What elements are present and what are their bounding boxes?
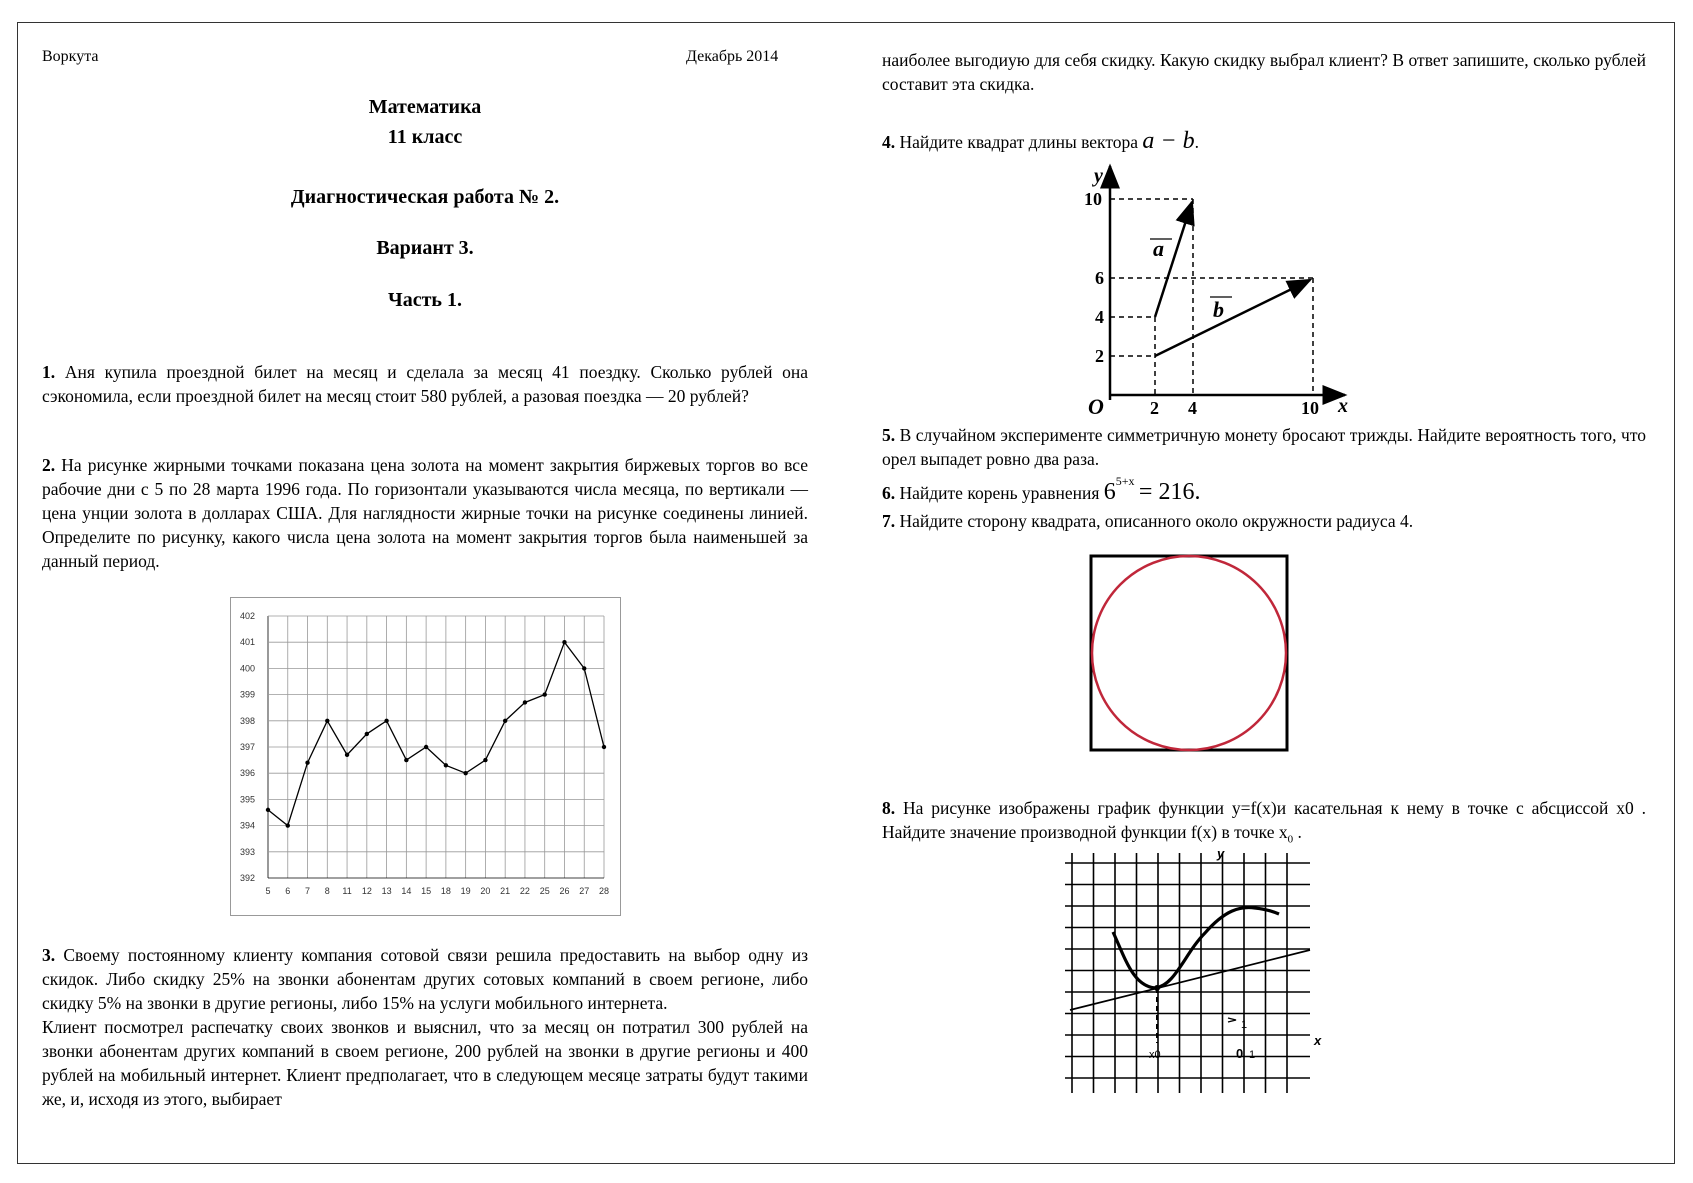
x-tick-10: 10 [1301,398,1319,418]
task-3-number: 3. [42,945,56,965]
grade-title: 11 класс [387,126,463,148]
task-8-text: На рисунке изображены график функции y=f(x)и касательная к нему в точке с абсциссой x0 . Найдите значение производной функции f(x) в точке x [882,798,1646,842]
vector-figure [1080,160,1355,420]
task-8-after: . [1293,822,1302,842]
one-label-y: 1 [1241,1019,1248,1031]
chart-x-tick-label: 14 [401,886,412,896]
task-6-exponent: 5+x [1115,474,1135,488]
task-8-sub: 0 [1287,833,1294,846]
task-5-text: В случайном эксперименте симметричную монету бросают трижды. Найдите вероятность того, что орел выпадет ровно два раза. [882,425,1646,469]
chart-x-tick-label: 7 [305,886,311,896]
tangent-grid [1065,853,1310,1093]
task-7-number: 7. [882,511,896,531]
y-tick-6: 6 [1095,268,1104,288]
tangent-line [1070,950,1310,1010]
task-4-number: 4. [882,132,896,152]
task-1-text: Аня купила проездной билет на месяц и сделала за месяц 41 поездку. Сколько рублей она сэкономила, если проездной билет на месяц стоит 580 рублей, а разовая поездка — 20 рублей? [42,362,809,406]
chart-data-point [345,753,349,757]
zero-label: 0 [1236,1046,1244,1061]
x-tick-4: 4 [1188,398,1197,418]
task-6-text: Найдите корень уравнения [899,483,1100,503]
task-3-text: Своему постоянному клиенту компания сотовой связи решила предоставить на выбор одну из скидок. Либо скидку 25% на звонки абонентам других сотовых компаний в своем регионе, либо скидку 5% на звонки в другие регионы, либо 15% на услуги мобильного интернета. [42,945,808,1013]
x-tick-2: 2 [1150,398,1159,418]
y-tick-10: 10 [1084,189,1102,209]
chart-x-tick-label: 11 [342,886,352,896]
chart-y-tick-label: 397 [240,742,256,752]
chart-data-point [483,758,487,762]
y-tick-4: 4 [1095,307,1104,327]
vector-b [1155,280,1310,356]
chart-border [231,598,621,916]
chart-x-tick-label: 18 [440,886,451,896]
task-8 [882,796,1646,852]
chart-x-tick-label: 8 [324,886,330,896]
square-circle-figure [1089,554,1291,754]
chart-data-point [325,719,329,723]
task-5-number: 5. [882,425,896,445]
chart-data-point [582,666,586,670]
chart-y-tick-label: 395 [240,794,256,805]
task-3-text-2: Клиент посмотрел распечатку своих звонков и выяснил, что за месяц он потратил 300 рублей на звонки абонентам других компаний в своем регионе, 200 рублей на звонки в другие регионы и 400 рублей на мобильный интернет. Клиент предполагает, что в следующем месяце затраты будут такими же, и, исходя из этого, выбирает [42,1017,808,1109]
chart-data-point [424,745,428,749]
chart-x-tick-label: 26 [559,886,570,896]
work-title: Диагностическая работа № 2. [290,186,560,208]
chart-x-tick-label: 27 [579,886,590,896]
vector-a-label: a [1153,236,1164,261]
chart-data-point [602,745,606,749]
task-2 [42,453,808,573]
chart-data-point [305,761,309,765]
task-1-number: 1. [42,362,56,382]
task-3-continued [882,48,1646,96]
header-city: Воркута [42,48,99,65]
chart-y-tick-label: 398 [240,715,256,726]
header-date: Декабрь 2014 [686,48,779,65]
chart-x-tick-label: 28 [598,886,610,896]
chart-x-tick-label: 19 [460,886,471,896]
x0-label: x0 [1149,1049,1161,1061]
part-title: Часть 1. [388,289,462,311]
chart-x-tick-label: 22 [519,886,530,896]
chart-x-tick-label: 21 [500,886,511,896]
task-2-number: 2. [42,455,56,475]
gold-price-chart [230,597,621,916]
chart-data-point [562,640,566,644]
chart-x-tick-label: 20 [480,886,491,896]
task-2-text: На рисунке жирными точками показана цена золота на момент закрытия биржевых торгов во все рабочие дни с 5 по 28 марта 1996 года. По горизонтали указываются числа месяца, по вертикали — цена унции золота в долларах США. Для наглядности жирные точки на рисунке соединены линией. Определите по рисунку, какого числа цена золота на момент закрытия торгов была наименьшей за данный период. [42,455,809,571]
tangent-x-label: x [1314,1033,1322,1048]
chart-data-point [286,823,290,827]
task-1 [42,360,808,408]
inscribed-circle [1092,556,1286,750]
vector-origin-label: O [1088,394,1104,419]
chart-y-tick-label: 396 [240,768,256,779]
chart-data-point [463,771,467,775]
chart-x-tick-label: 13 [381,886,392,896]
chart-x-tick-label: 15 [421,886,432,896]
y-tick-2: 2 [1095,346,1104,366]
x-axis-arrow [1228,1018,1236,1022]
function-curve [1113,908,1279,988]
vector-x-label: x [1338,395,1348,417]
task-6 [882,474,1646,506]
vector-y-label: y [1094,165,1103,187]
vector-b-label: b [1213,297,1224,322]
one-label: 1 [1249,1049,1256,1061]
tangent-y-label: y [1217,848,1225,861]
task-6-rhs: = 216. [1138,479,1201,505]
chart-y-tick-label: 400 [240,663,256,674]
task-4-after: . [1194,132,1199,152]
chart-y-tick-label: 392 [240,873,256,883]
subject-title: Математика [368,96,482,118]
chart-y-tick-label: 393 [240,846,256,857]
tangent-figure [1065,848,1337,1098]
task-4-text: Найдите квадрат длины вектора [899,132,1139,152]
task-3 [42,943,808,1111]
chart-data-point [266,808,270,812]
chart-data-point [365,732,369,736]
task-3-cont-text: наиболее выгодиую для себя скидку. Какую скидку выбрал клиент? В ответ запишите, сколько рублей составит эта скидка. [882,50,1646,94]
task-7 [882,509,1646,533]
chart-data-point [523,700,527,704]
chart-data-point [543,692,547,696]
chart-x-tick-label: 5 [265,886,271,896]
task-7-text: Найдите сторону квадрата, описанного около окружности радиуса 4. [899,511,1414,531]
variant-title: Вариант 3. [376,237,474,259]
task-5 [882,423,1646,471]
chart-x-tick-label: 6 [285,886,291,896]
chart-y-tick-label: 394 [240,820,256,831]
chart-x-tick-label: 12 [361,886,372,896]
task-6-base: 6 [1103,479,1116,505]
chart-y-tick-label: 402 [240,611,256,621]
task-8-number: 8. [882,798,896,818]
task-4-expr: a − b [1142,128,1195,154]
task-4 [882,128,1646,155]
chart-data-point [444,763,448,767]
chart-data-point [404,758,408,762]
task-6-number: 6. [882,483,896,503]
chart-y-tick-label: 399 [240,689,256,700]
chart-x-tick-label: 25 [539,886,550,896]
chart-y-tick-label: 401 [240,637,256,648]
tangent-point [1154,985,1160,991]
chart-data-point [503,719,507,723]
chart-data-point [384,719,388,723]
